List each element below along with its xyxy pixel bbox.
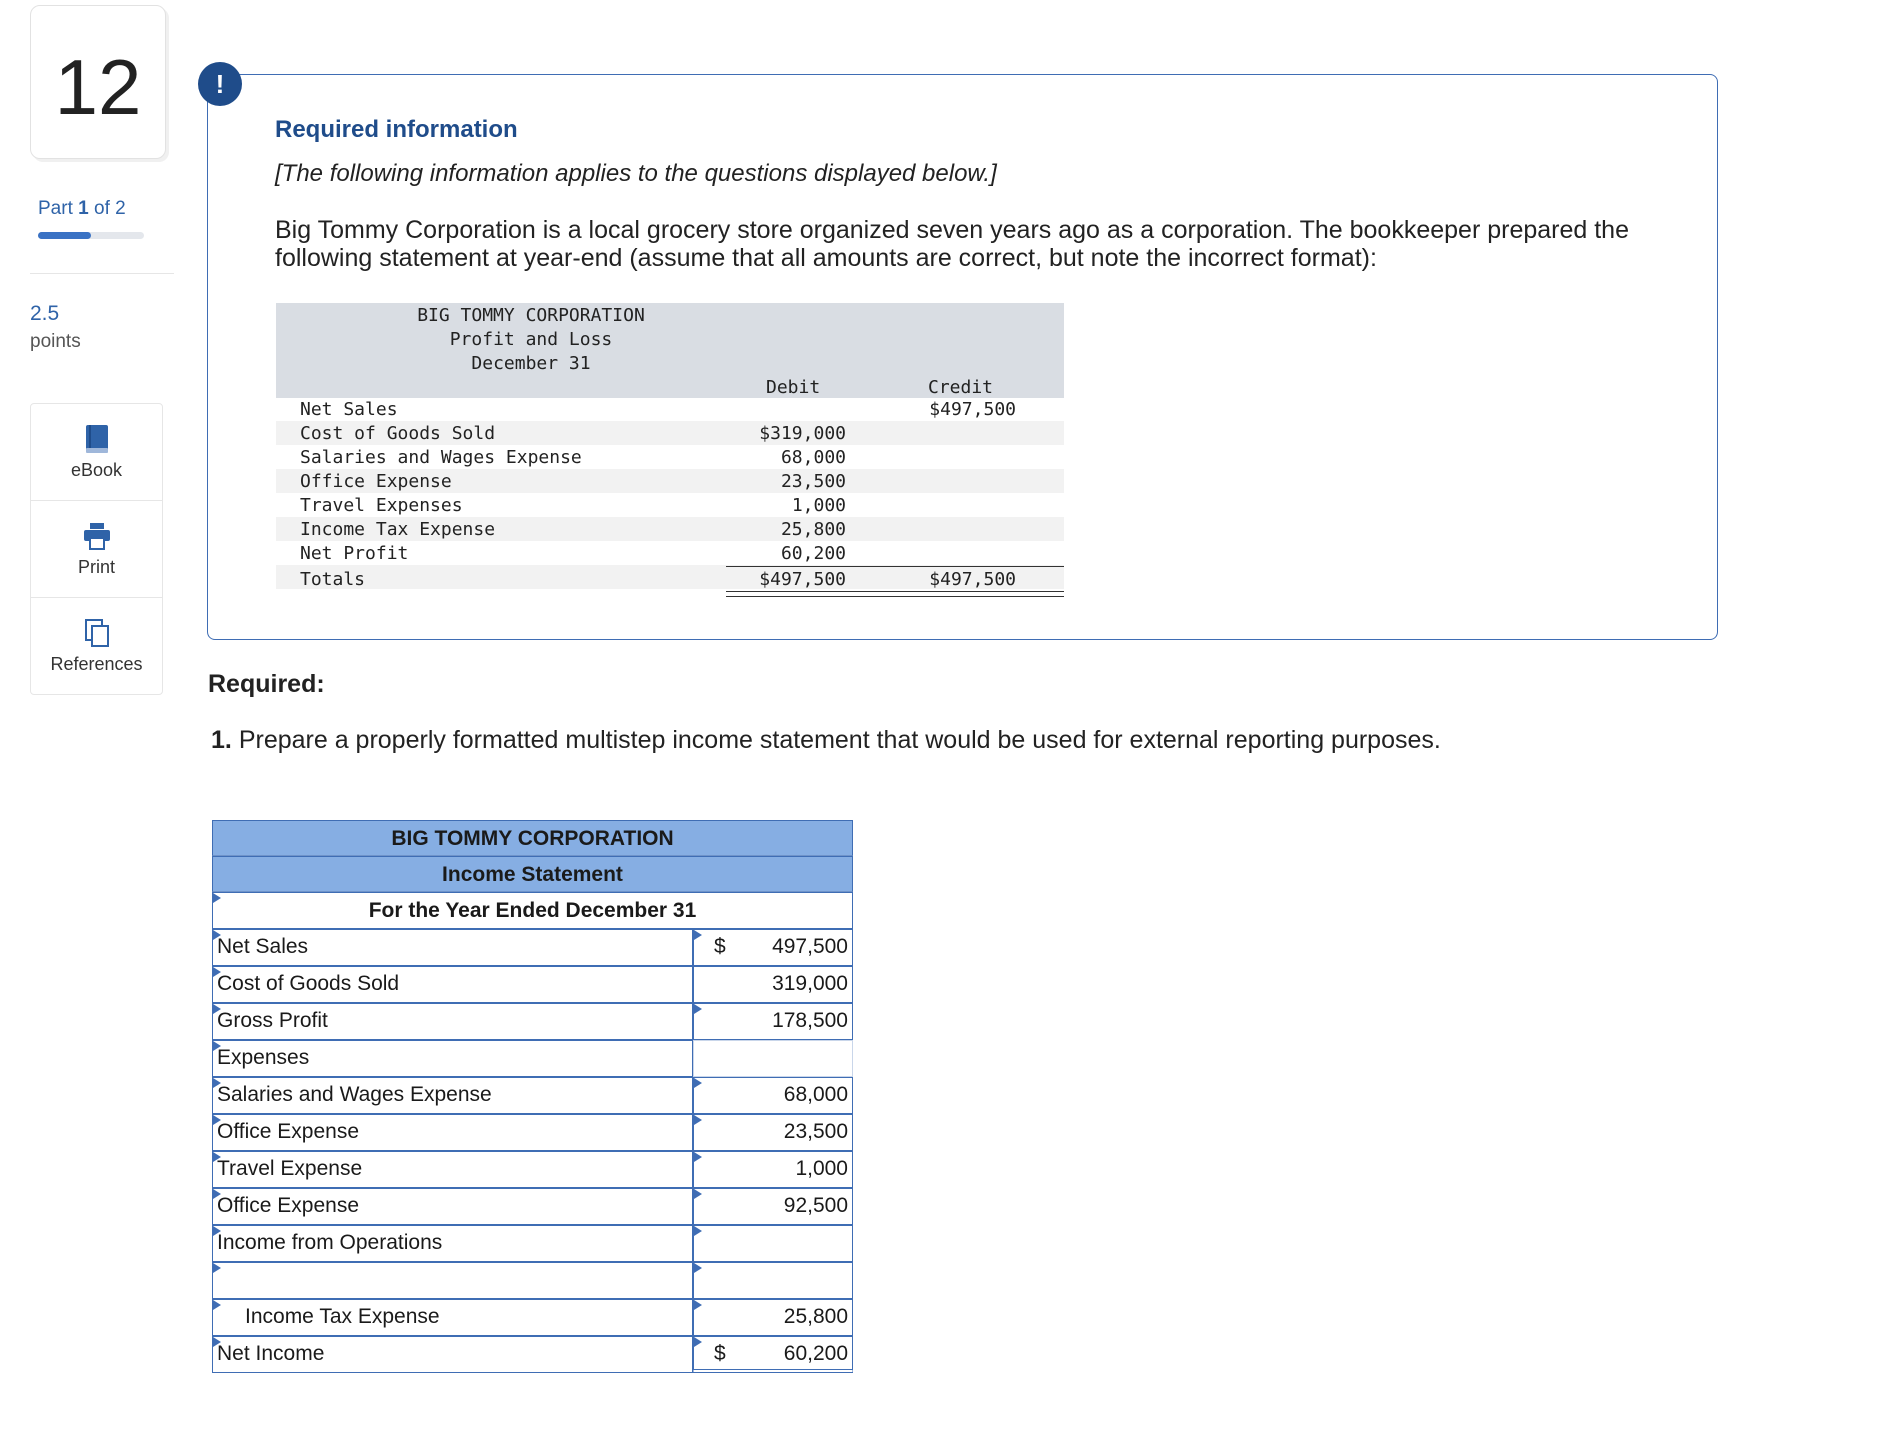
info-description: Big Tommy Corporation is a local grocery store organized seven years ago as a corporation. The bookkeeper prepared the following statement at year-end (assume that all amounts are correct, but note the incorrect format):: [275, 216, 1629, 272]
pl-row-name: Net Profit: [300, 543, 409, 564]
pl-row-credit: $497,500: [929, 569, 1016, 590]
ebook-button[interactable]: [31, 404, 162, 501]
table-row: [212, 929, 853, 966]
dropdown-marker-icon: [694, 1263, 702, 1273]
info-note: [The following information applies to the questions displayed below.]: [275, 160, 997, 187]
dropdown-marker-icon: [694, 1337, 702, 1347]
table-row: [212, 1262, 853, 1299]
dropdown-marker-icon: [213, 930, 221, 940]
table-row: [212, 1225, 853, 1262]
row-amount: 25,800: [783, 1305, 848, 1328]
dropdown-marker-icon: [213, 967, 221, 977]
question-number: 12: [54, 43, 142, 131]
pl-row: [276, 495, 1064, 519]
dropdown-marker-icon: [694, 1152, 702, 1162]
row-label-select[interactable]: [212, 929, 693, 966]
references-button[interactable]: [31, 598, 162, 694]
pl-row-debit: $497,500: [759, 569, 846, 590]
row-label: Travel Expense: [217, 1157, 363, 1180]
row-label-select[interactable]: [212, 1262, 693, 1299]
row-amount: 68,000: [783, 1083, 848, 1106]
dropdown-marker-icon: [213, 1152, 221, 1162]
row-currency: $: [714, 1342, 726, 1365]
book-icon: [80, 422, 114, 456]
instruction-number: 1.: [211, 726, 232, 754]
pl-debit-header: Debit: [766, 377, 821, 398]
row-amount-input[interactable]: [693, 1040, 853, 1077]
row-amount-input[interactable]: [693, 1188, 853, 1225]
row-amount: 23,500: [783, 1120, 848, 1143]
row-amount: 178,500: [772, 1009, 848, 1032]
row-amount-input[interactable]: [693, 1077, 853, 1114]
row-amount: 319,000: [772, 972, 848, 995]
part-progress-fill: [38, 232, 91, 239]
pl-row: [276, 569, 1064, 593]
dropdown-marker-icon: [213, 1337, 221, 1347]
row-label-select[interactable]: [212, 1003, 693, 1040]
row-label-select[interactable]: [212, 1151, 693, 1188]
part-indicator: [38, 198, 126, 220]
points-label: points: [30, 331, 81, 352]
row-amount-input[interactable]: [693, 1336, 853, 1373]
row-label: Net Sales: [217, 935, 309, 958]
row-amount-input[interactable]: [693, 1114, 853, 1151]
row-label: Office Expense: [217, 1194, 360, 1217]
dropdown-marker-icon: [694, 1189, 702, 1199]
pl-row: [276, 423, 1064, 447]
table-row: [212, 1151, 853, 1188]
print-label: Print: [77, 557, 115, 577]
pl-credit-header: Credit: [928, 377, 994, 398]
row-amount-input[interactable]: [693, 1003, 853, 1040]
pl-row-debit: 1,000: [791, 495, 846, 516]
references-label: References: [50, 654, 143, 674]
pl-company: BIG TOMMY CORPORATION: [417, 305, 645, 326]
row-amount: 1,000: [795, 1157, 848, 1180]
pl-row-name: Salaries and Wages Expense: [300, 447, 582, 468]
copy-icon: [80, 616, 114, 650]
row-amount: 60,200: [783, 1342, 848, 1365]
table-row: [212, 1299, 853, 1336]
part-current: 1: [78, 198, 89, 219]
pl-row-debit: 25,800: [780, 519, 846, 540]
pl-row: [276, 519, 1064, 543]
row-label-select[interactable]: [212, 1336, 693, 1373]
print-button[interactable]: [31, 501, 162, 598]
pl-row: [276, 471, 1064, 495]
table-row: [212, 1040, 853, 1077]
rail-divider: [30, 273, 174, 274]
row-label-select[interactable]: [212, 966, 693, 1003]
row-amount: 92,500: [783, 1194, 848, 1217]
row-currency: $: [714, 935, 726, 958]
pl-total-rule: [726, 566, 1064, 567]
dropdown-marker-icon: [213, 893, 221, 903]
row-label-select[interactable]: [212, 1077, 693, 1114]
pl-date: December 31: [471, 353, 591, 374]
required-instruction: [211, 726, 1441, 755]
row-label: Cost of Goods Sold: [217, 972, 400, 995]
row-label-select[interactable]: [212, 1040, 693, 1077]
row-amount-input[interactable]: [693, 1262, 853, 1299]
table-row: [212, 966, 853, 1003]
dropdown-marker-icon: [213, 1004, 221, 1014]
answer-period: For the Year Ended December 31: [368, 899, 697, 922]
row-label: Expenses: [217, 1046, 310, 1069]
pl-row-debit: 68,000: [780, 447, 846, 468]
dropdown-marker-icon: [694, 1078, 702, 1088]
dropdown-marker-icon: [213, 1189, 221, 1199]
answer-period-header[interactable]: [212, 892, 853, 929]
ebook-label: eBook: [70, 460, 123, 480]
points-value: 2.5: [30, 302, 60, 325]
required-heading: Required:: [208, 670, 325, 698]
row-amount-input[interactable]: [693, 966, 853, 1003]
row-label-select[interactable]: [212, 1299, 693, 1336]
row-label: Net Income: [217, 1342, 325, 1365]
dropdown-marker-icon: [694, 1004, 702, 1014]
pl-row-name: Office Expense: [300, 471, 452, 492]
dropdown-marker-icon: [213, 1263, 221, 1273]
pl-row: [276, 399, 1064, 423]
dropdown-marker-icon: [694, 1115, 702, 1125]
table-row: [212, 1077, 853, 1114]
dropdown-marker-icon: [694, 1300, 702, 1310]
pl-row-name: Totals: [300, 569, 366, 590]
printer-icon: [80, 519, 114, 553]
instruction-text: Prepare a properly formatted multistep income statement that would be used for external reporting purposes.: [238, 726, 1441, 754]
pl-row-name: Net Sales: [300, 399, 398, 420]
table-row: [212, 1188, 853, 1225]
pl-row-debit: $319,000: [759, 423, 846, 444]
row-label: Gross Profit: [217, 1009, 328, 1032]
row-label: Income from Operations: [217, 1231, 443, 1254]
pl-title: Profit and Loss: [449, 329, 613, 350]
dropdown-marker-icon: [694, 930, 702, 940]
dropdown-marker-icon: [213, 1041, 221, 1051]
pl-double-rule: [726, 591, 1064, 597]
pl-row-name: Cost of Goods Sold: [300, 423, 496, 444]
row-label: Office Expense: [217, 1120, 360, 1143]
required-information-title: Required information: [275, 116, 518, 143]
dropdown-marker-icon: [213, 1078, 221, 1088]
part-progress-bar: [38, 232, 144, 239]
profit-and-loss-statement: [276, 303, 1064, 595]
question-number-card: [30, 5, 166, 159]
row-label-select[interactable]: [212, 1225, 693, 1262]
pl-row-debit: 60,200: [780, 543, 846, 564]
row-amount: 497,500: [772, 935, 848, 958]
dropdown-marker-icon: [213, 1300, 221, 1310]
row-amount-input[interactable]: [693, 929, 853, 966]
dropdown-marker-icon: [213, 1226, 221, 1236]
row-label-select[interactable]: [212, 1188, 693, 1225]
row-label: Salaries and Wages Expense: [217, 1083, 492, 1106]
answer-title-header: Income Statement: [212, 856, 853, 892]
row-amount-input[interactable]: [693, 1151, 853, 1188]
table-row: [212, 1114, 853, 1151]
tools-panel: [30, 403, 163, 695]
part-label: Part: [38, 198, 73, 219]
pl-row: [276, 447, 1064, 471]
pl-row-credit: $497,500: [929, 399, 1016, 420]
pl-row-name: Travel Expenses: [300, 495, 463, 516]
row-amount-input[interactable]: [693, 1299, 853, 1336]
answer-company-header: BIG TOMMY CORPORATION: [212, 820, 853, 856]
pl-row-debit: 23,500: [780, 471, 846, 492]
table-row: [212, 1003, 853, 1040]
row-label: Income Tax Expense: [245, 1305, 440, 1328]
pl-row-name: Income Tax Expense: [300, 519, 496, 540]
row-label-select[interactable]: [212, 1114, 693, 1151]
income-statement-answer-table: [212, 820, 853, 1373]
row-amount-input[interactable]: [693, 1225, 853, 1262]
alert-icon: !: [198, 62, 242, 106]
part-of-total: of 2: [94, 198, 126, 219]
table-row: [212, 1336, 853, 1373]
dropdown-marker-icon: [213, 1115, 221, 1125]
dropdown-marker-icon: [694, 1226, 702, 1236]
pl-row: [276, 543, 1064, 567]
